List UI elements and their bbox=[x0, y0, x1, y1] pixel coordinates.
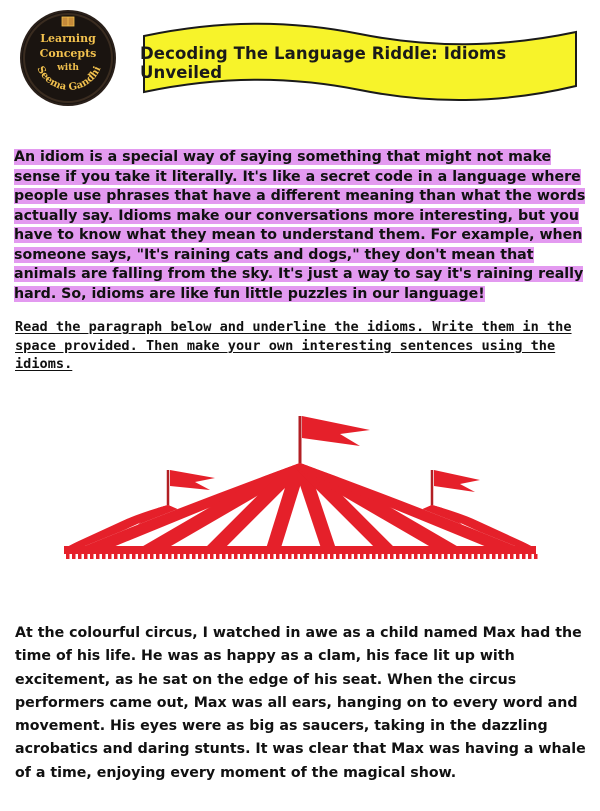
logo bbox=[22, 12, 114, 104]
logo-badge-icon bbox=[22, 12, 114, 104]
intro-text: An idiom is a special way of saying something that might not make sense if you take it literally. It's like a secret code in a language where people use phrases that have a different meaning than what the words actually say. Idioms make our conversations more interesting, but you have to know what they mean to understand them. For example, when someone says, "It's raining cats and dogs," they don't mean that animals are falling from the sky. It's just a way to say it's raining really hard. So, idioms are like fun little puzzles in our language! bbox=[14, 149, 586, 302]
logo-line2: Concepts bbox=[39, 47, 97, 60]
instructions: Read the paragraph below and underline the idioms. Write them in the space provided. Then make your own interesting sentences using the idioms. bbox=[15, 319, 572, 372]
page-title: Decoding The Language Riddle: Idioms Unveiled bbox=[140, 44, 507, 82]
intro-paragraph bbox=[14, 148, 588, 304]
logo-line3: with bbox=[57, 63, 79, 73]
logo-line1: Learning bbox=[40, 32, 96, 45]
logo-line4: Seema Gandhi bbox=[34, 64, 104, 94]
book-icon bbox=[62, 17, 74, 26]
circus-tent-icon bbox=[60, 408, 540, 568]
story-paragraph: At the colourful circus, I watched in awe as a child named Max had the time of his life. He was as happy as a clam, his face lit up with excitement, as he sat on the edge of his seat. When the circus performers came out, Max was all ears, hanging on to every word and movement. His eyes were as big as saucers, taking in the dazzling acrobatics and daring stunts. It was clear that Max was having a whale of a time, enjoying every moment of the magical show. bbox=[15, 625, 586, 781]
circus-tent-illustration bbox=[60, 408, 540, 568]
title-banner bbox=[140, 22, 580, 104]
